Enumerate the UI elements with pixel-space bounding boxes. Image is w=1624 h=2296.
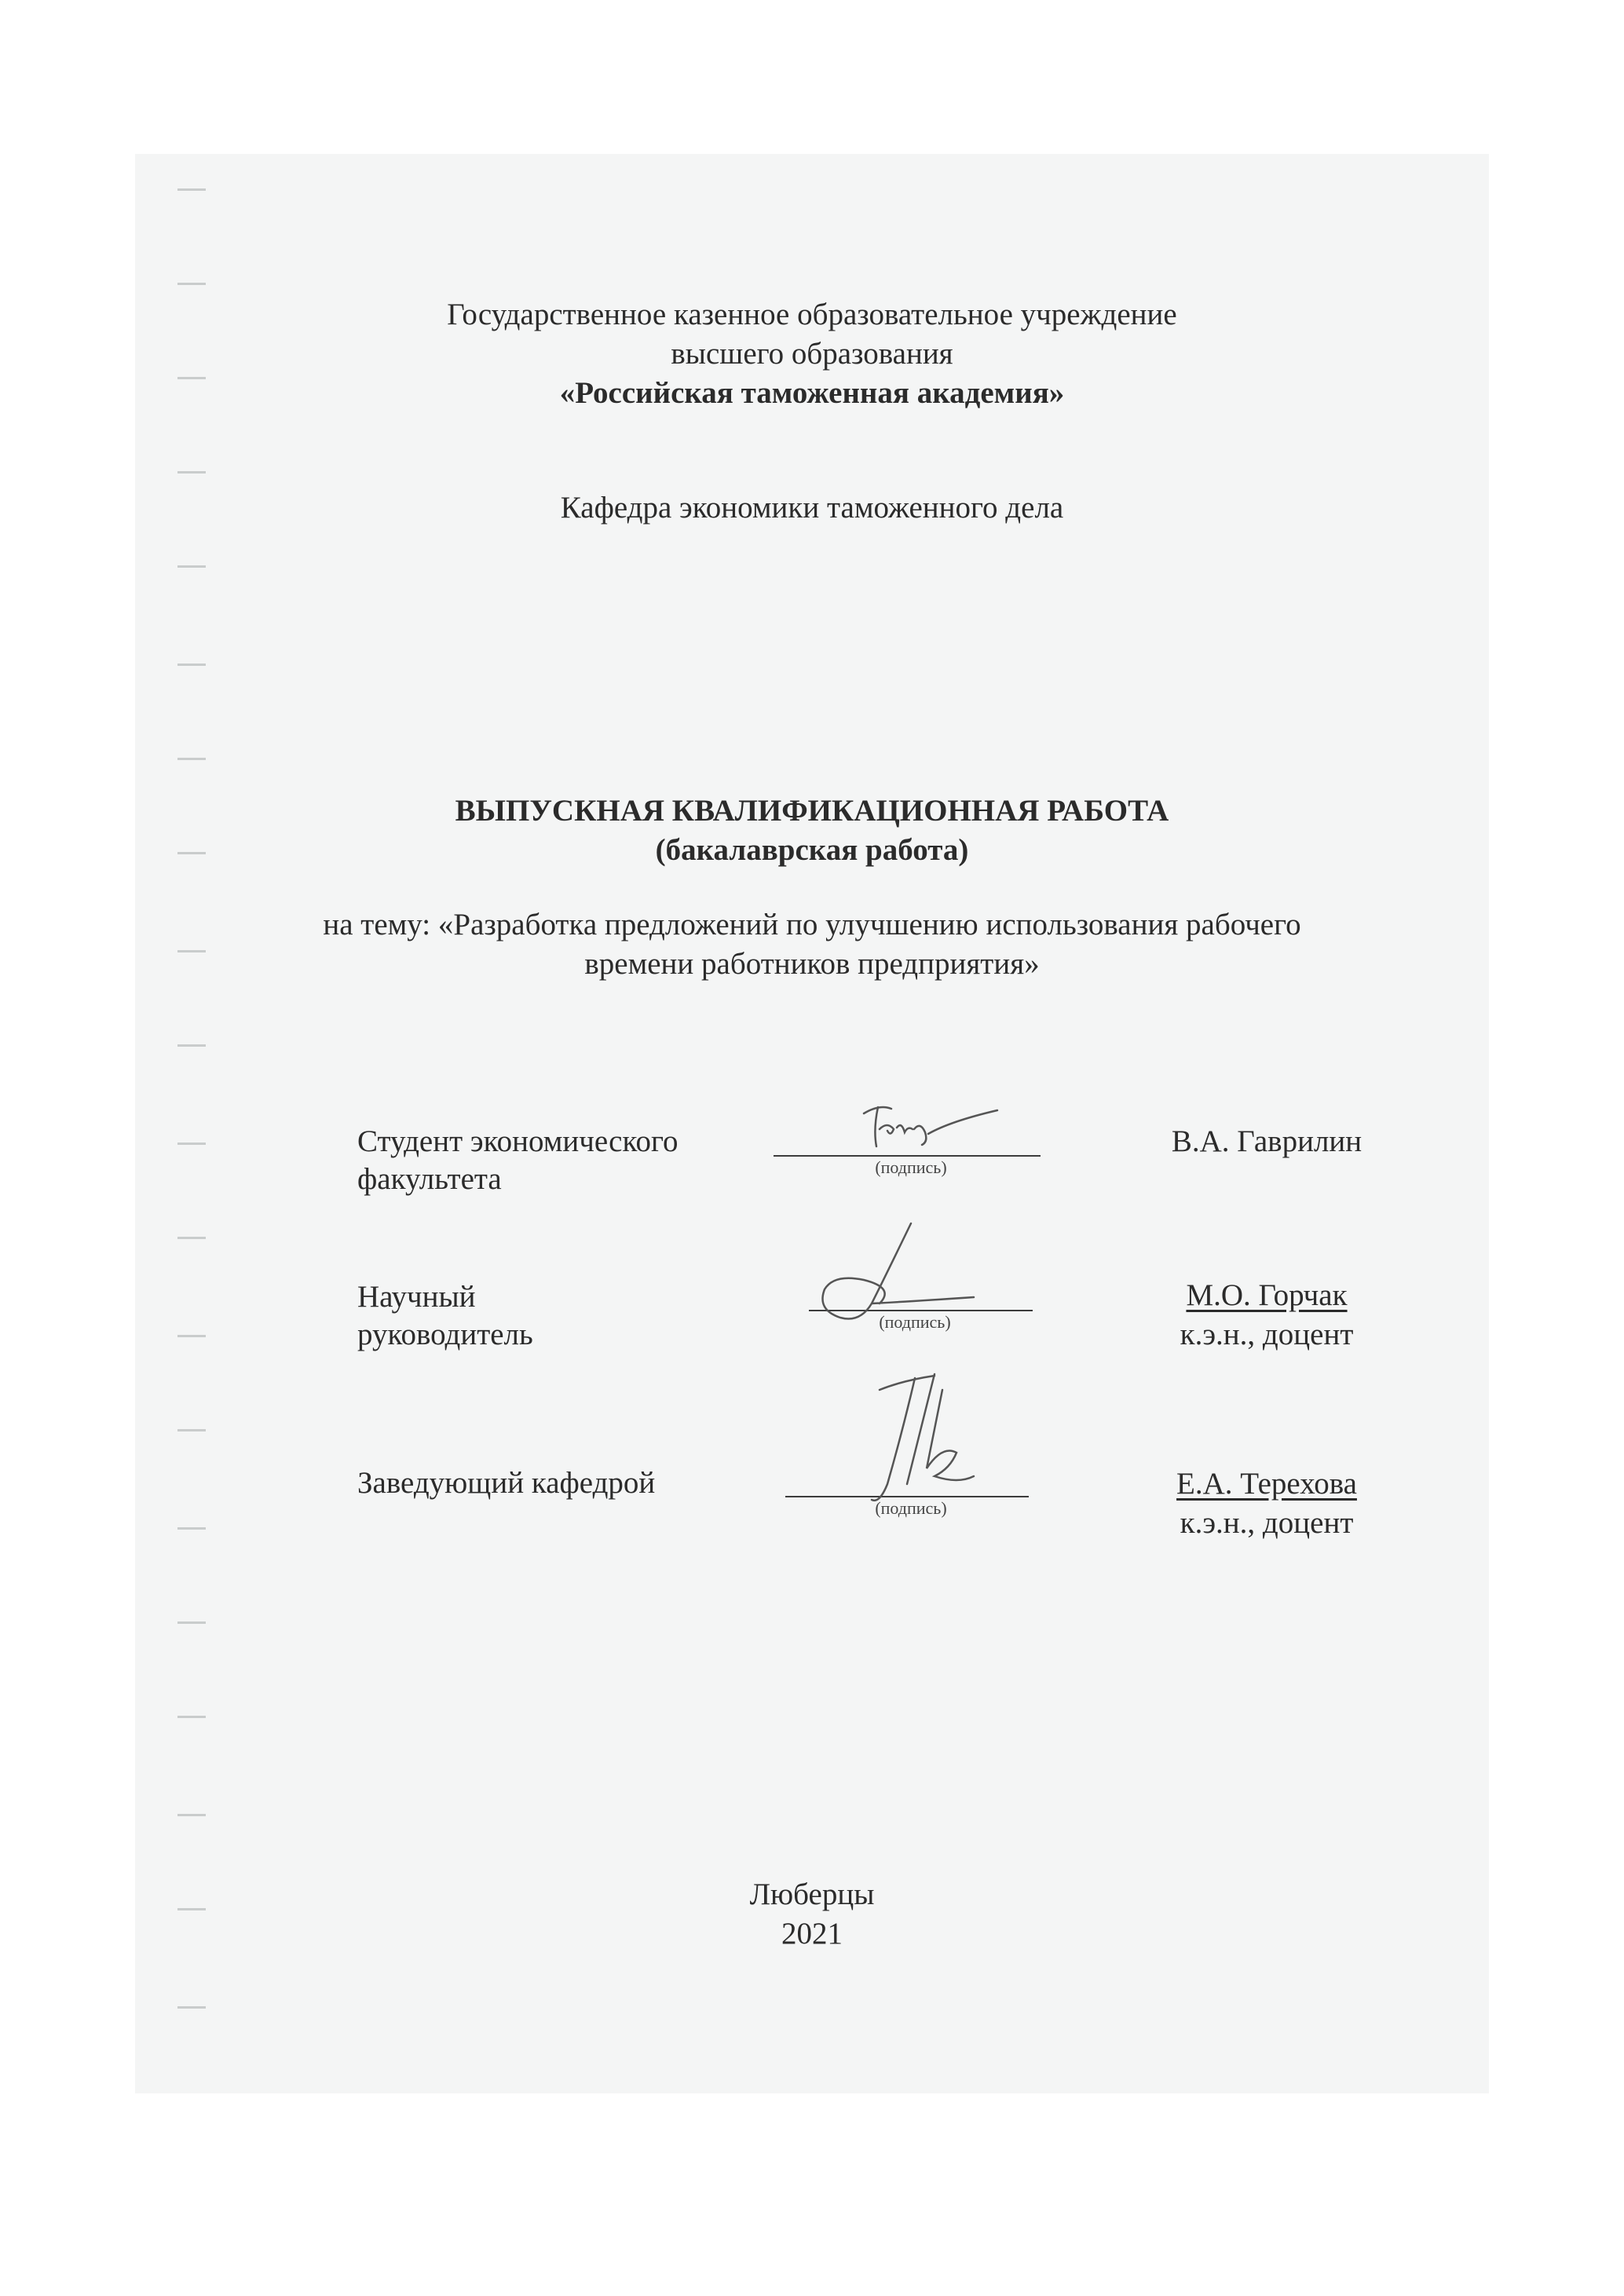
student-role-line2: факультета	[357, 1162, 502, 1196]
student-role-line1: Студент экономического	[357, 1124, 678, 1158]
supervisor-role-line1: Научный	[357, 1280, 476, 1314]
student-role	[357, 1123, 678, 1198]
supervisor-degree: к.э.н., доцент	[1180, 1318, 1354, 1351]
binding-mark	[177, 2006, 206, 2009]
work-subtitle: (бакалаврская работа)	[655, 833, 969, 867]
supervisor-signature	[777, 1217, 982, 1335]
binding-mark	[177, 1527, 206, 1530]
binding-mark	[177, 565, 206, 568]
supervisor-role	[357, 1278, 533, 1354]
student-signature	[856, 1098, 1005, 1161]
institution-name: «Российская таможенная академия»	[559, 376, 1065, 410]
head-name: Е.А. Терехова	[1176, 1467, 1357, 1501]
binding-mark	[177, 1429, 206, 1431]
binding-mark	[177, 1716, 206, 1718]
signature-caption: (подпись)	[875, 1157, 947, 1177]
binding-mark	[177, 188, 206, 191]
student-name: В.А. Гаврилин	[1171, 1124, 1362, 1158]
supervisor-name: М.О. Горчак	[1186, 1278, 1348, 1312]
binding-mark	[177, 758, 206, 760]
head-role	[357, 1464, 655, 1502]
city: Люберцы	[749, 1877, 875, 1911]
work-topic-line2: времени работников предприятия»	[584, 947, 1040, 981]
binding-mark	[177, 1143, 206, 1145]
institution-type: Государственное казенное образовательное учреждение	[447, 298, 1177, 331]
department-name: Кафедра экономики таможенного дела	[560, 491, 1064, 525]
institution-level: высшего образования	[671, 337, 953, 371]
work-topic-line1: на тему: «Разработка предложений по улучшению использования рабочего	[323, 908, 1301, 941]
binding-mark	[177, 1237, 206, 1239]
binding-mark	[177, 283, 206, 285]
year: 2021	[781, 1917, 843, 1951]
signature-caption: (подпись)	[875, 1498, 947, 1518]
binding-mark	[177, 1335, 206, 1337]
signature-caption: (подпись)	[879, 1312, 951, 1332]
head-signature	[817, 1366, 989, 1515]
work-title: ВЫПУСКНАЯ КВАЛИФИКАЦИОННАЯ РАБОТА	[455, 794, 1169, 828]
head-degree: к.э.н., доцент	[1180, 1506, 1354, 1540]
binding-mark	[177, 1621, 206, 1624]
supervisor-role-line2: руководитель	[357, 1318, 533, 1351]
head-role-line1: Заведующий кафедрой	[357, 1466, 656, 1500]
binding-mark	[177, 1044, 206, 1047]
binding-mark	[177, 1814, 206, 1816]
binding-mark	[177, 664, 206, 666]
binding-mark	[177, 471, 206, 473]
